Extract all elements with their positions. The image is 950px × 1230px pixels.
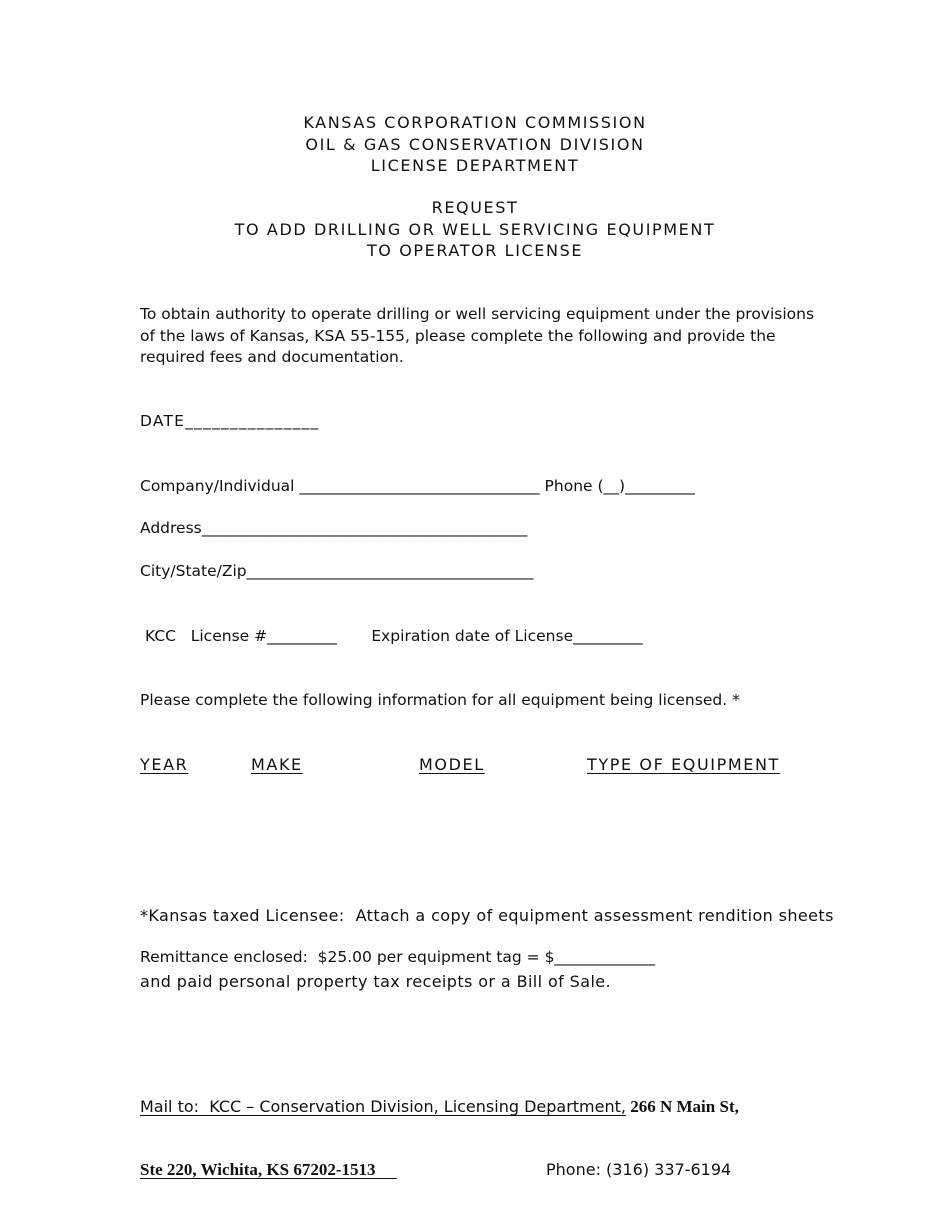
division-name: OIL & GAS CONSERVATION DIVISION <box>305 134 645 154</box>
form-title-line-3: TO OPERATOR LICENSE <box>366 241 584 260</box>
agency-header <box>0 112 950 177</box>
mail-line-2 <box>140 1159 739 1180</box>
license-number-expiration-field[interactable]: KCC License #_________ Expiration date of License_________ <box>145 627 643 645</box>
mail-street: 266 N Main St, <box>625 1097 739 1116</box>
form-title-line-1: REQUEST <box>431 198 519 217</box>
company-phone-field[interactable]: Company/Individual _______________________________ Phone (__)_________ <box>140 477 695 495</box>
note-line-2: and paid personal property tax receipts or a Bill of Sale. <box>140 972 612 991</box>
column-type-of-equipment: TYPE OF EQUIPMENT <box>587 755 780 774</box>
equipment-instruction: Please complete the following information for all equipment being licensed. * <box>140 691 740 709</box>
remittance-field[interactable]: Remittance enclosed: $25.00 per equipment tag = $_____________ <box>140 948 656 966</box>
intro-line-1: To obtain authority to operate drilling or well servicing equipment under the provisions <box>140 305 815 323</box>
city-state-zip-field[interactable]: City/State/Zip_____________________________________ <box>140 562 534 580</box>
mail-city: Ste 220, Wichita, KS 67202-1513 <box>140 1160 397 1179</box>
intro-paragraph <box>140 304 815 369</box>
form-title <box>0 197 950 262</box>
mailing-address <box>140 1054 739 1222</box>
agency-name: KANSAS CORPORATION COMMISSION <box>303 113 647 132</box>
column-year: YEAR <box>140 755 189 774</box>
column-make: MAKE <box>251 755 303 774</box>
mail-line-1 <box>140 1096 739 1117</box>
note-line-1: *Kansas taxed Licensee: Attach a copy of equipment assessment rendition sheets <box>140 906 834 925</box>
intro-line-2: of the laws of Kansas, KSA 55-155, please complete the following and provide the <box>140 326 776 345</box>
mail-to-label: Mail to: KCC – Conservation Division, Licensing Department, <box>140 1097 626 1116</box>
intro-line-3: required fees and documentation. <box>140 348 404 366</box>
column-model: MODEL <box>419 755 485 774</box>
department-name: LICENSE DEPARTMENT <box>370 156 580 175</box>
form-title-line-2: TO ADD DRILLING OR WELL SERVICING EQUIPMENT <box>234 219 716 239</box>
date-field[interactable]: DATE_______________ <box>140 412 320 430</box>
address-field[interactable]: Address__________________________________________ <box>140 519 528 537</box>
mail-phone: Phone: (316) 337-6194 <box>546 1160 732 1179</box>
